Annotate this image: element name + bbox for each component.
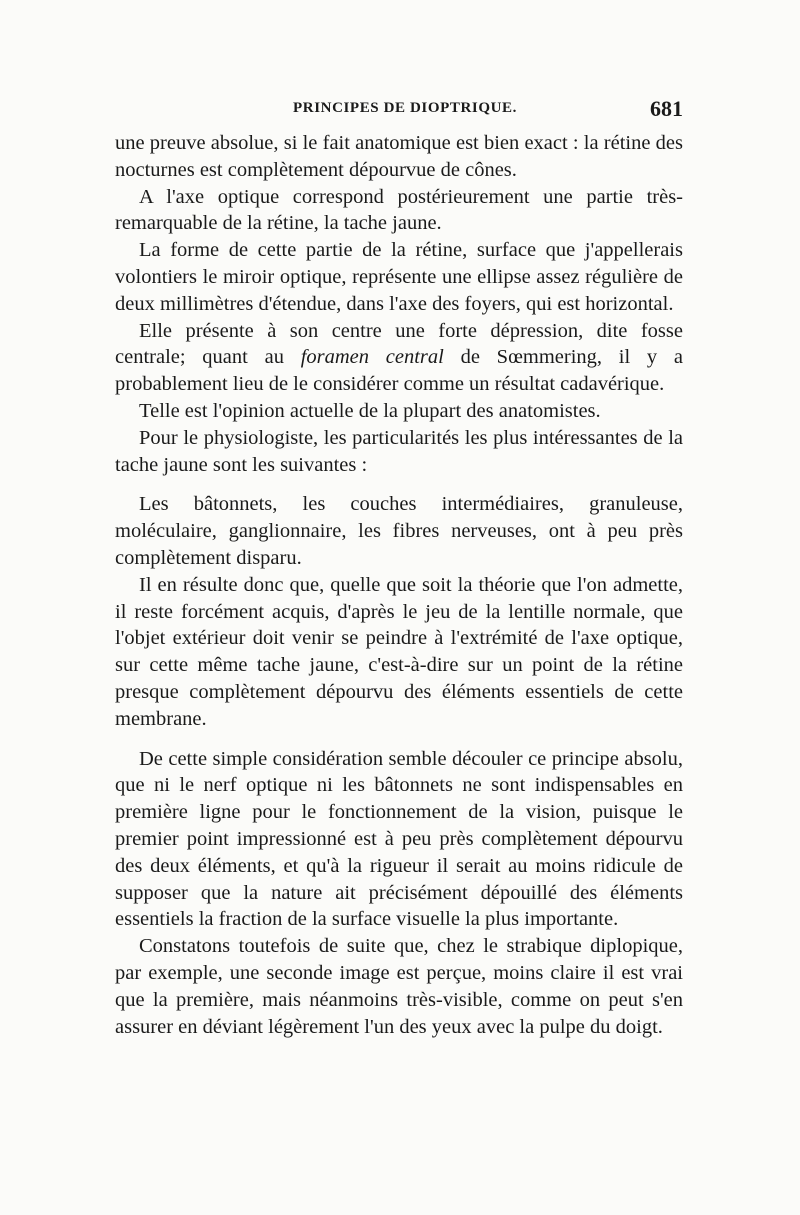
- paragraph-forme: La forme de cette partie de la rétine, surface que j'appellerais volontiers le miroir optique, représente une ellipse assez régulière de deux millimètres d'étendue, dans l'axe des foyers, qui est horizontal.: [115, 239, 683, 315]
- paragraph-batonnets: Les bâtonnets, les couches intermédiaires, granuleuse, moléculaire, ganglionnaire, les fibres nerveuses, ont à peu près complètement disparu.: [115, 493, 683, 569]
- paragraph-resulte: Il en résulte donc que, quelle que soit la théorie que l'on admette, il reste forcément acquis, d'après le jeu de la lentille normale, que l'objet extérieur doit venir se peindre à l'extrémité de l'axe optique, sur cette même tache jaune, c'est-à-dire sur un point de la rétine presque complètement dépourvu des éléments essentiels de cette membrane.: [115, 573, 683, 730]
- body-text: [115, 130, 683, 1040]
- paragraph-opinion: Telle est l'opinion actuelle de la plupart des anatomistes.: [139, 399, 601, 422]
- paragraph-continuation: une preuve absolue, si le fait anatomique est bien exact : la rétine des nocturnes est complètement dépourvue de cônes.: [115, 132, 683, 181]
- paragraph-physiologiste: Pour le physiologiste, les particularités les plus intéressantes de la tache jaune sont les suivantes :: [115, 426, 683, 476]
- italic-term: foramen central: [300, 346, 444, 369]
- running-title: PRINCIPES DE DIOPTRIQUE.: [293, 100, 518, 116]
- paragraph-strabique: Constatons toutefois de suite que, chez le strabique diplopique, par exemple, une seconde image est perçue, moins claire il est vrai que la première, mais néanmoins très-visible, comme on peut s'en assurer en déviant légèrement l'un des yeux avec la pulpe du doigt.: [115, 935, 683, 1038]
- paragraph-depression: [115, 318, 683, 398]
- page-number: 681: [650, 96, 683, 121]
- text-span: Elle présente à son centre une forte dépression, dite fosse centrale; quant au: [115, 319, 683, 369]
- page-header: [115, 96, 683, 130]
- text-span: de Sœmmering, il y a probablement lieu de le considérer comme un résultat cadavérique.: [115, 346, 683, 396]
- paragraph-axe-optique: A l'axe optique correspond postérieurement une partie très-remarquable de la rétine, la tache jaune.: [115, 185, 683, 235]
- paragraph-principe: De cette simple considération semble découler ce principe absolu, que ni le nerf optique ni les bâtonnets ne sont indispensables en première ligne pour le fonctionnement de la vision, puisque le premier point impressionné est à peu près complètement dépourvu des deux éléments, et qu'à la rigueur il serait au moins ridicule de supposer que la nature ait précisément dépouillé des éléments essentiels la fraction de la surface visuelle la plus importante.: [115, 747, 683, 931]
- book-page: [115, 96, 683, 1040]
